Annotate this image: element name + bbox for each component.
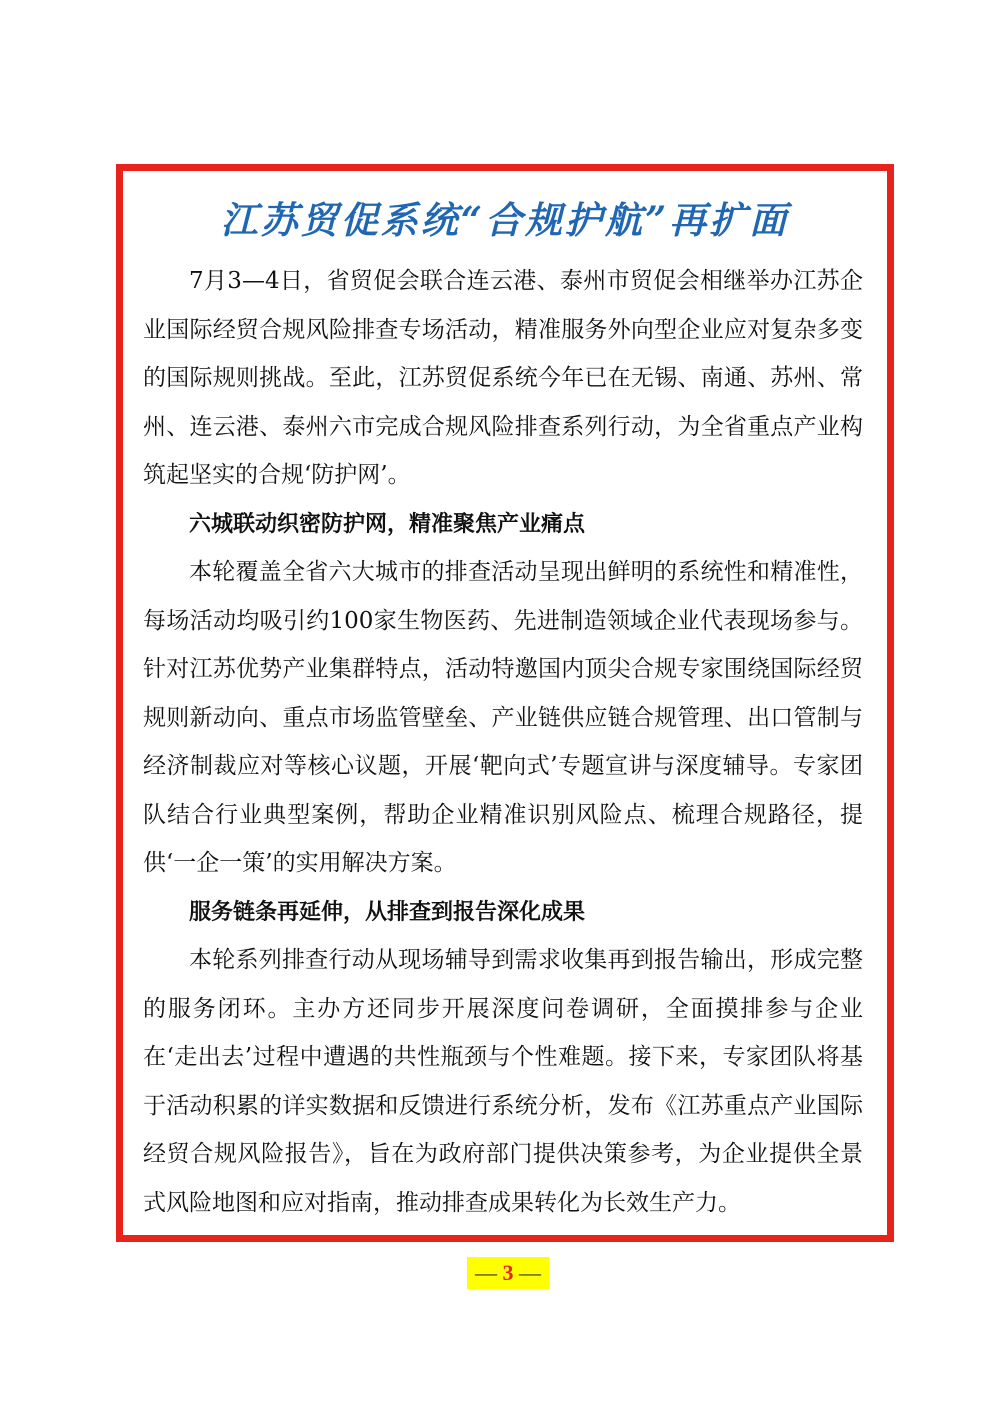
- paragraph-service-chain: 本轮系列排查行动从现场辅导到需求收集再到报告输出，形成完整的服务闭环。主办方还同步开展深度问卷调研，全面摸排参与企业在‘走出去’过程中遭遇的共性瓶颈与个性难题。接下来，专家团队将基于活动积累的详实数据和反馈进行系统分析，发布《江苏重点产业国际经贸合规风险报告》，旨在为政府部门提供决策参考，为企业提供全景式风险地图和应对指南，推动排查成果转化为长效生产力。: [143, 947, 863, 1216]
- page-number: 3: [502, 1260, 514, 1285]
- page-dash-right: —: [519, 1260, 541, 1285]
- page-dash-left: —: [475, 1260, 497, 1285]
- article-frame: [116, 164, 894, 1285]
- section-heading-service-chain: 服务链条再延伸，从排查到报告深化成果: [189, 898, 586, 925]
- paragraph-six-cities: 本轮覆盖全省六大城市的排查活动呈现出鲜明的系统性和精准性，每场活动均吸引约100家生物医药、先进制造领域企业代表现场参与。针对江苏优势产业集群特点，活动特邀国内顶尖合规专家围绕国际经贸规则新动向、重点市场监管壁垒、产业链供应链合规管理、出口管制与经济制裁应对等核心议题，开展‘靶向式’专题宣讲与深度辅导。专家团队结合行业典型案例，帮助企业精准识别风险点、梳理合规路径，提供‘一企一策’的实用解决方案。: [143, 559, 863, 876]
- article-title: 江苏贸促系统“合规护航”再扩面: [220, 198, 790, 242]
- article-body: [143, 257, 863, 1227]
- section-heading-six-cities: 六城联动织密防护网，精准聚焦产业痛点: [189, 510, 586, 537]
- paragraph-intro: 7月3—4日，省贸促会联合连云港、泰州市贸促会相继举办江苏企业国际经贸合规风险排查专场活动，精准服务外向型企业应对复杂多变的国际规则挑战。至此，江苏贸促系统今年已在无锡、南通、苏州、常州、连云港、泰州六市完成合规风险排查系列行动，为全省重点产业构筑起坚实的合规‘防护网’。: [143, 268, 863, 488]
- page-number-badge: [467, 1257, 549, 1289]
